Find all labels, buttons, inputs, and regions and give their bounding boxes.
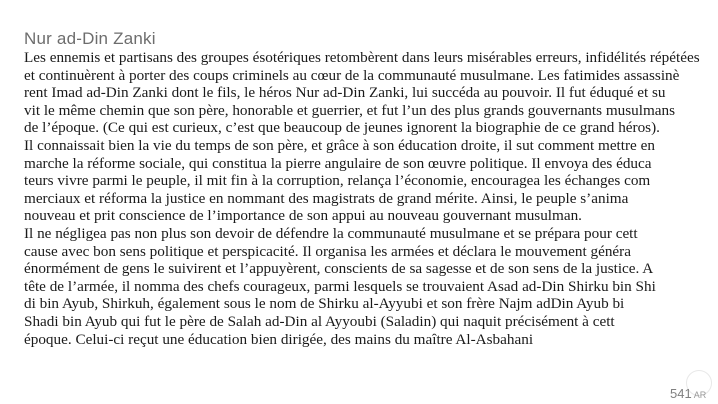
text-line: époque. Celui-ci reçut une éducation bien dirigée, des mains du maître Al-Asbahani <box>24 330 534 348</box>
text-line: et continuèrent à porter des coups criminels au cœur de la communauté musulmane. Les fatimides assassinè <box>24 66 680 84</box>
text-line: Il ne négligea pas non plus son devoir de défendre la communauté musulmane et se prépara pour cett <box>24 224 638 242</box>
text-line: marche la réforme sociale, qui constitua la pierre angulaire de son œuvre politique. Il envoya des éduca <box>24 154 652 172</box>
page-number-suffix: AR <box>693 390 707 400</box>
text-line: nouveau et prit conscience de l’importance de son appui au nouveau gouvernant musulman. <box>24 207 582 225</box>
page-number <box>670 386 706 401</box>
text-line: énormément de gens le suivirent et l’appuyèrent, conscients de sa sagesse et de son sens de la justice. A <box>24 260 654 278</box>
text-line: merciaux et réforma la justice en nommant des magistrats de grand mérite. Ainsi, le peuple s’anima <box>24 189 629 207</box>
text-line: Shadi bin Ayub qui fut le père de Salah ad-Din al Ayyoubi (Saladin) qui naquit précisément à cett <box>24 312 615 330</box>
text-line: de l’époque. (Ce qui est curieux, c’est que beaucoup de jeunes ignorent la biographie de ce grand héros). <box>24 119 660 137</box>
text-line: rent Imad ad-Din Zanki dont le fils, le héros Nur ad-Din Zanki, lui succéda au pouvoir. Il fut éduqué et su <box>24 84 666 102</box>
text-line: tête de l’armée, il nomma des chefs courageux, parmi lesquels se trouvaient Asad ad-Din Shirku bin Shi <box>24 277 656 295</box>
text-line: Les ennemis et partisans des groupes ésotériques retombèrent dans leurs misérables erreurs, infidélités répétées <box>24 49 700 66</box>
page-number-value: 541 <box>670 386 692 401</box>
text-line: vit le même chemin que son père, honorable et guerrier, et fut l’un des plus grands gouvernants musulmans <box>24 101 676 119</box>
body-text <box>24 49 718 348</box>
text-line: cause avec bon sens politique et perspicacité. Il organisa les armées et déclara le mouvement généra <box>24 242 631 260</box>
text-line: Il connaissait bien la vie du temps de son père, et grâce à son éducation droite, il sut comment mettre en <box>24 136 655 154</box>
text-line: di bin Ayub, Shirkuh, également sous le nom de Shirku al-Ayyubi et son frère Najm adDin Ayub bi <box>24 295 625 313</box>
text-line: teurs vivre parmi le peuple, il mit fin à la corruption, relança l’économie, encouragea les échanges com <box>24 172 651 190</box>
section-title: Nur ad-Din Zanki <box>24 29 156 48</box>
